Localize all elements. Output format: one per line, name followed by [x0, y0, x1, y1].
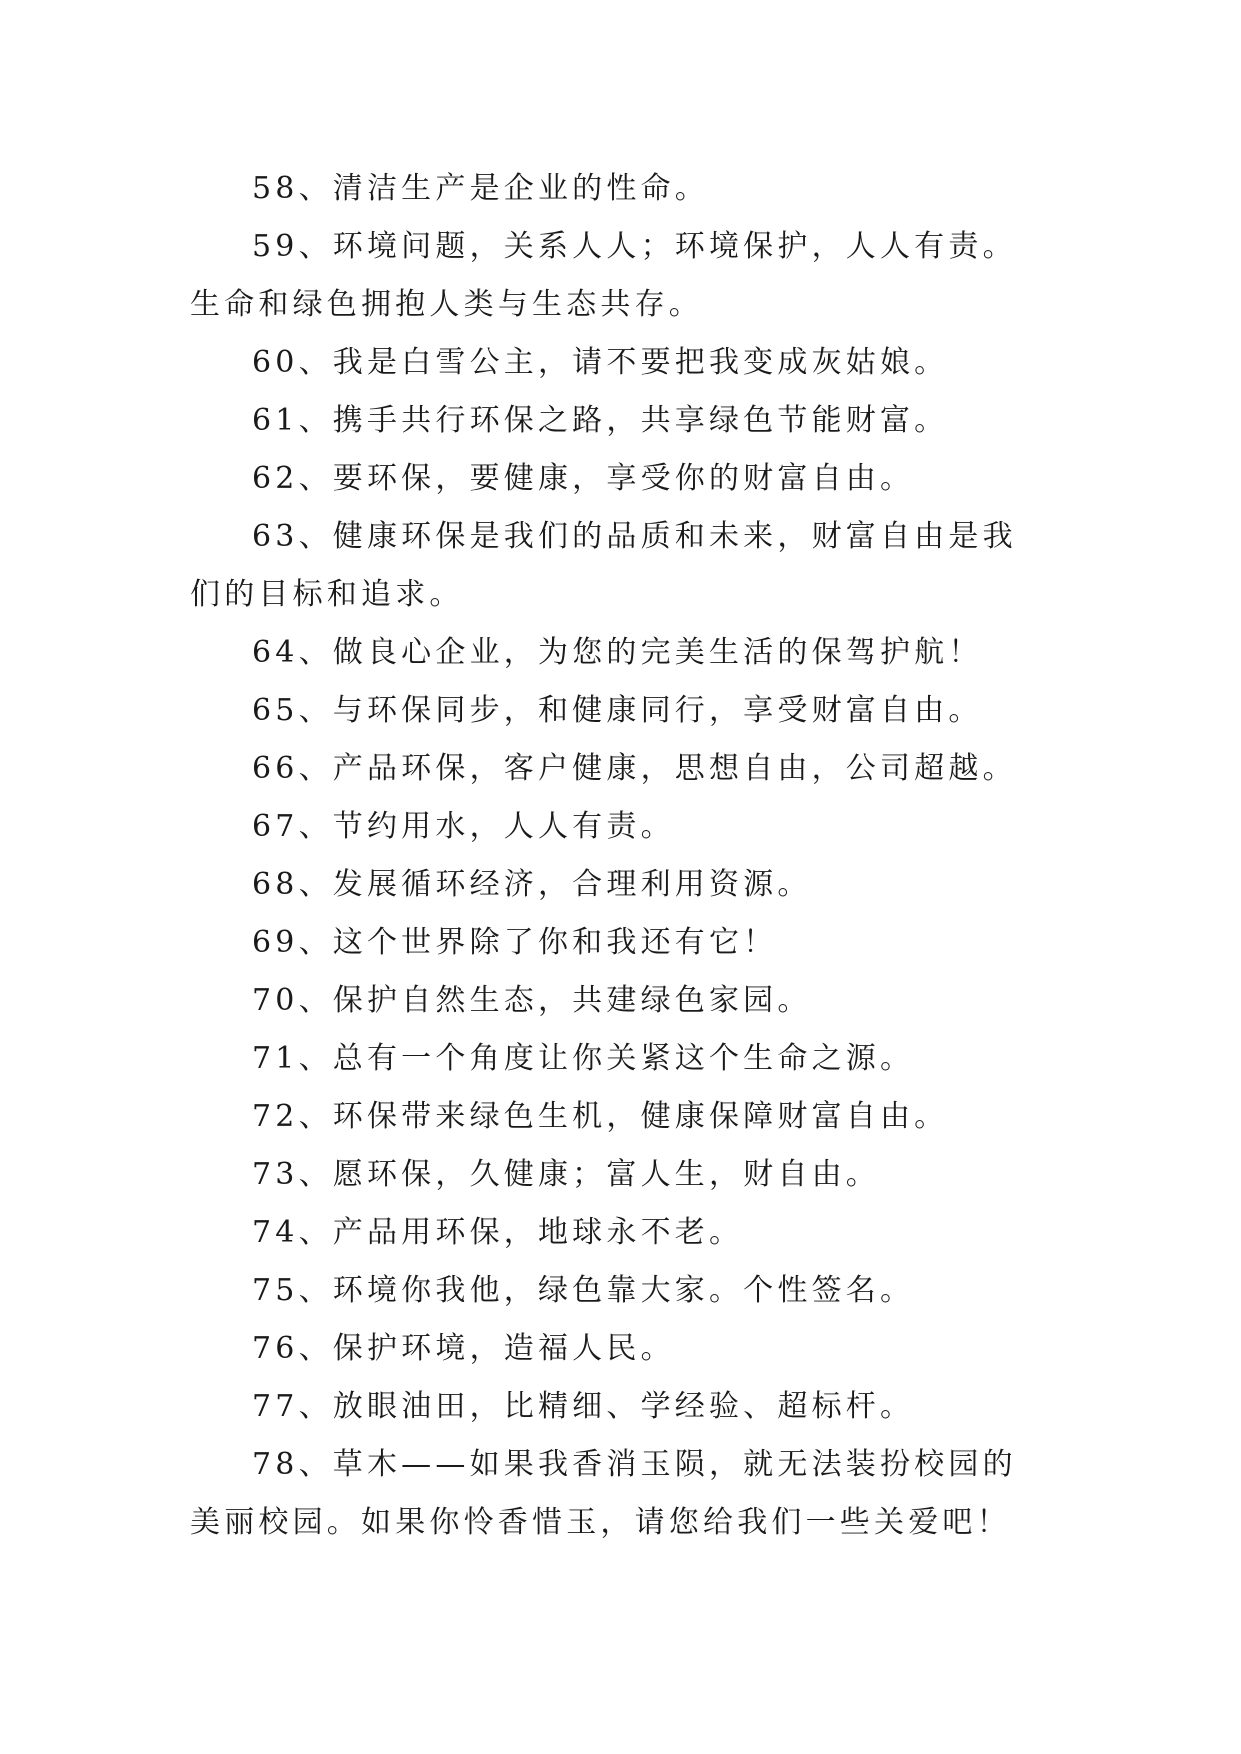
paragraph-77: 77、放眼油田，比精细、学经验、超标杆。: [252, 1389, 915, 1424]
paragraph-78: 78、草木——如果我香消玉陨，就无法装扮校园的美丽校园。如果你怜香惜玉，请您给我们一些关爱吧！: [190, 1447, 1017, 1540]
paragraph-59: 59、环境问题，关系人人；环境保护，人人有责。生命和绿色拥抱人类与生态共存。: [190, 229, 1017, 322]
paragraph-66: 66、产品环保，客户健康，思想自由，公司超越。: [252, 751, 1017, 786]
paragraph-71: 71、总有一个角度让你关紧这个生命之源。: [252, 1041, 915, 1076]
paragraph-65: 65、与环保同步，和健康同行，享受财富自由。: [252, 693, 983, 728]
paragraph-62: 62、要环保，要健康，享受你的财富自由。: [252, 461, 915, 496]
paragraph-63: 63、健康环保是我们的品质和未来，财富自由是我们的目标和追求。: [190, 519, 1017, 612]
paragraph-72: 72、环保带来绿色生机，健康保障财富自由。: [252, 1099, 949, 1134]
paragraph-60: 60、我是白雪公主，请不要把我变成灰姑娘。: [252, 345, 949, 380]
paragraph-74: 74、产品用环保，地球永不老。: [252, 1215, 744, 1250]
paragraph-68: 68、发展循环经济，合理利用资源。: [252, 867, 812, 902]
paragraph-73: 73、愿环保，久健康；富人生，财自由。: [252, 1157, 880, 1192]
paragraph-76: 76、保护环境，造福人民。: [252, 1331, 675, 1366]
paragraph-69: 69、这个世界除了你和我还有它！: [252, 925, 778, 960]
document-page: [190, 160, 1050, 1552]
paragraph-67: 67、节约用水，人人有责。: [252, 809, 675, 844]
paragraph-75: 75、环境你我他，绿色靠大家。个性签名。: [252, 1273, 915, 1308]
paragraph-58: 58、清洁生产是企业的性命。: [252, 171, 709, 206]
paragraph-64: 64、做良心企业，为您的完美生活的保驾护航！: [252, 635, 983, 670]
paragraph-70: 70、保护自然生态，共建绿色家园。: [252, 983, 812, 1018]
paragraph-61: 61、携手共行环保之路，共享绿色节能财富。: [252, 403, 949, 438]
